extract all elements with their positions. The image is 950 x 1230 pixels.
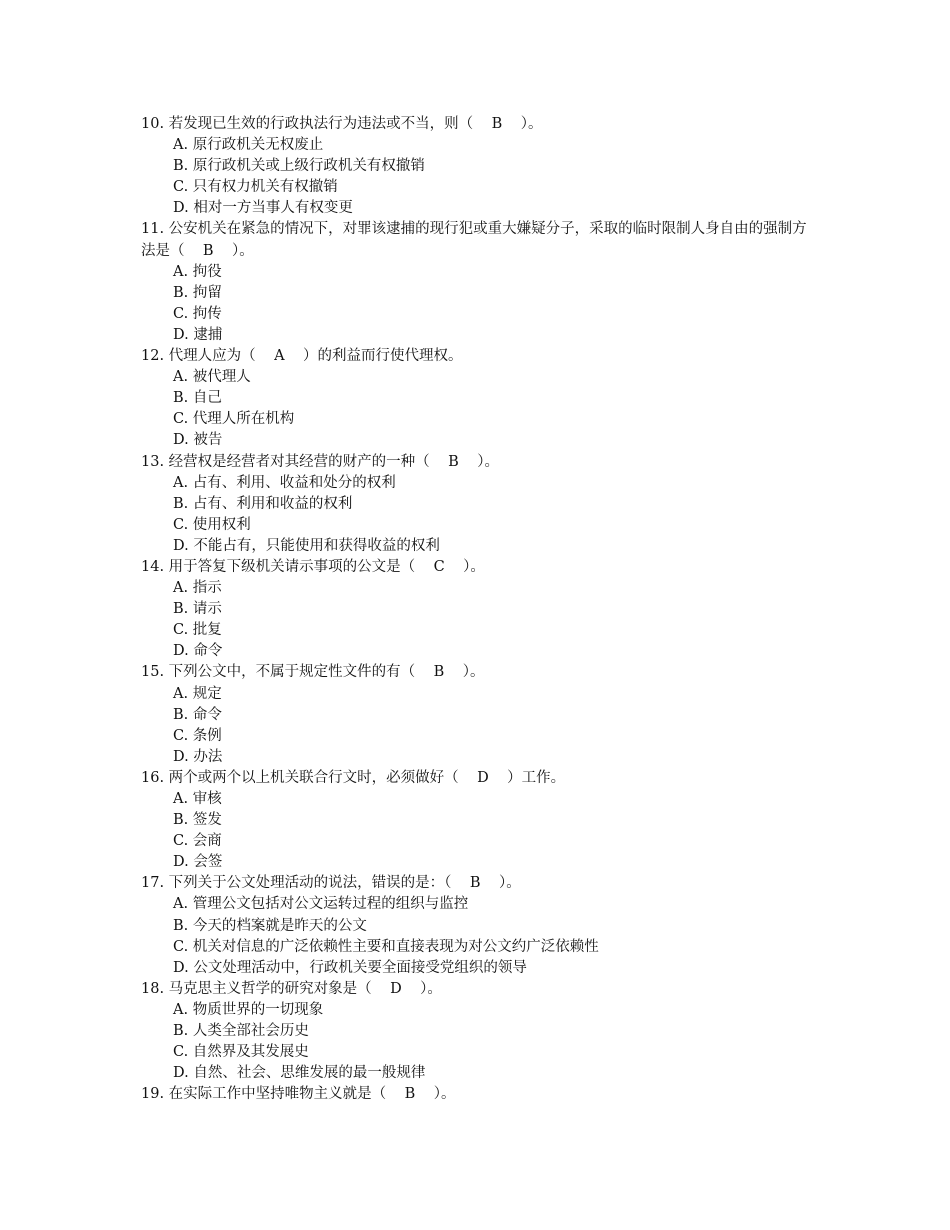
option-d: D. 逮捕 — [173, 326, 223, 343]
question-stem: 17. 下列关于公文处理活动的说法，错误的是：（ B ）。 — [141, 875, 521, 892]
question-stem: 16. 两个或两个以上机关联合行文时，必须做好（ D ）工作。 — [141, 769, 566, 786]
question-stem: 13. 经营权是经营者对其经营的财产的一种（ B ）。 — [141, 453, 499, 470]
option-a: A. 指示 — [173, 580, 222, 597]
option-b: B. 人类全部社会历史 — [173, 1023, 309, 1040]
option-b: B. 拘留 — [173, 284, 222, 301]
question-19 — [141, 1084, 821, 1105]
question-stem: 11. 公安机关在紧急的情况下，对罪该逮捕的现行犯或重大嫌疑分子，采取的临时限制人身自由的强制方法是（ B ）。 — [141, 221, 807, 259]
question-17 — [141, 873, 821, 978]
option-a: A. 规定 — [173, 685, 222, 702]
option-c: C. 只有权力机关有权撤销 — [173, 179, 338, 196]
option-d: D. 不能占有，只能使用和获得收益的权利 — [173, 537, 440, 554]
option-c: C. 拘传 — [173, 305, 222, 322]
question-list — [141, 114, 821, 1105]
option-b: B. 占有、利用和收益的权利 — [173, 495, 353, 512]
option-a: A. 原行政机关无权废止 — [173, 137, 324, 154]
question-10 — [141, 114, 821, 219]
option-b: B. 自己 — [173, 390, 222, 407]
option-a: A. 物质世界的一切现象 — [173, 1001, 324, 1018]
option-b: B. 原行政机关或上级行政机关有权撤销 — [173, 158, 425, 175]
option-c: C. 机关对信息的广泛依赖性主要和直接表现为对公文约广泛依赖性 — [173, 938, 599, 955]
option-d: D. 命令 — [173, 643, 223, 660]
question-13 — [141, 452, 821, 557]
option-d: D. 被告 — [173, 432, 223, 449]
question-15 — [141, 662, 821, 767]
option-a: A. 拘役 — [173, 263, 222, 280]
option-d: D. 自然、社会、思维发展的最一般规律 — [173, 1065, 426, 1082]
option-b: B. 请示 — [173, 601, 222, 618]
question-stem: 19. 在实际工作中坚持唯物主义就是（ B ）。 — [141, 1086, 456, 1103]
option-c: C. 条例 — [173, 727, 222, 744]
question-12 — [141, 346, 821, 451]
question-stem: 15. 下列公文中，不属于规定性文件的有（ B ）。 — [141, 664, 485, 681]
question-11 — [141, 219, 821, 346]
question-stem: 12. 代理人应为（ A ）的利益而行使代理权。 — [141, 348, 463, 365]
question-stem: 18. 马克思主义哲学的研究对象是（ D ）。 — [141, 980, 442, 997]
option-b: B. 命令 — [173, 706, 222, 723]
option-a: A. 被代理人 — [173, 369, 251, 386]
option-c: C. 代理人所在机构 — [173, 411, 295, 428]
option-c: C. 批复 — [173, 622, 222, 639]
option-d: D. 公文处理活动中，行政机关要全面接受党组织的领导 — [173, 959, 527, 976]
question-stem: 14. 用于答复下级机关请示事项的公文是（ C ）。 — [141, 558, 485, 575]
option-a: A. 审核 — [173, 791, 222, 807]
option-a: A. 管理公文包括对公文运转过程的组织与监控 — [173, 896, 469, 913]
option-c: C. 自然界及其发展史 — [173, 1044, 309, 1061]
option-d: D. 办法 — [173, 748, 223, 765]
option-c: C. 使用权利 — [173, 516, 251, 533]
option-b: B. 签发 — [173, 812, 222, 829]
option-b: B. 今天的档案就是昨天的公文 — [173, 917, 367, 934]
question-18 — [141, 979, 821, 1084]
question-16 — [141, 768, 821, 873]
option-a: A. 占有、利用、收益和处分的权利 — [173, 474, 396, 491]
option-c: C. 会商 — [173, 833, 222, 850]
question-14 — [141, 557, 821, 662]
question-stem: 10. 若发现已生效的行政执法行为违法或不当，则（ B ）。 — [141, 116, 543, 132]
option-d: D. 会签 — [173, 854, 223, 871]
option-d: D. 相对一方当事人有权变更 — [173, 200, 353, 217]
